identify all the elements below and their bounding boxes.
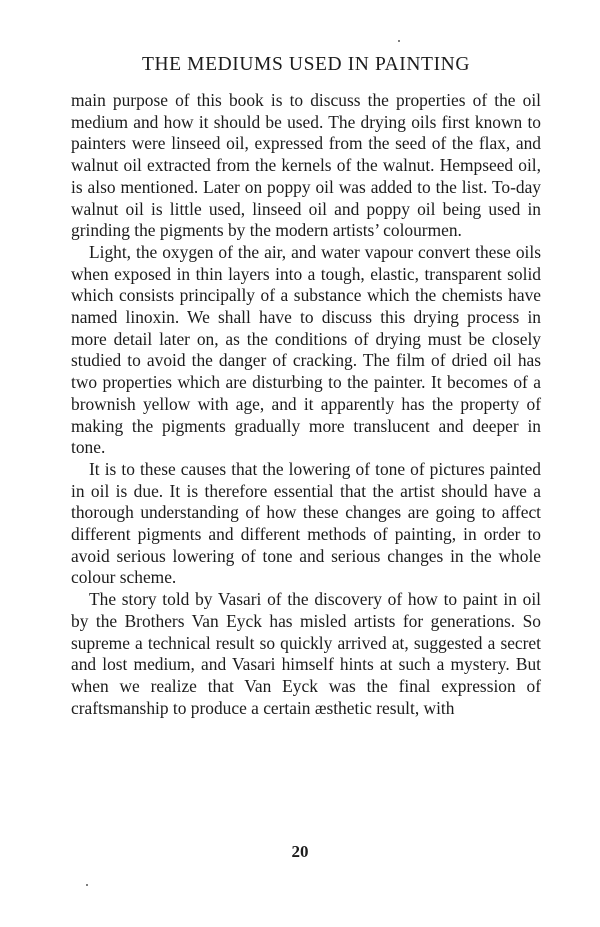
page-number: 20 — [291, 842, 309, 861]
paragraph-2: Light, the oxygen of the air, and water vapour convert these oils when exposed in thin layers into a tough, elastic, transparent solid which consists principally of a substance which the chemists have named linoxin. We shall have to discuss this drying process in more detail later on, as the conditions of drying must be closely studied to avoid the danger of cracking. The film of dried oil has two properties which are disturbing to the painter. It becomes of a brownish yellow with age, and it apparently has the property of making the pigments gradually more translucent and deeper in tone. — [71, 241, 541, 458]
running-head: THE MEDIUMS USED IN PAINTING — [141, 54, 471, 75]
book-page — [71, 50, 541, 719]
paragraph-3: It is to these causes that the lowering of tone of pictures painted in oil is due. It is therefore essential that the artist should have a thorough understanding of how these changes are going to affect different pigments and different methods of painting, in order to avoid serious lowering of tone and serious changes in the whole colour scheme. — [71, 458, 541, 588]
paragraph-4: The story told by Vasari of the discovery of how to paint in oil by the Brothers Van Eyck has misled artists for generations. So supreme a technical result so quickly arrived at, suggested a secret and lost medium, and Vasari himself hints at such a mystery. But when we realize that Van Eyck was the final expression of craftsmanship to produce a certain æsthetic result, with — [71, 589, 541, 718]
paragraph-1: main purpose of this book is to discuss the properties of the oil medium and how it should be used. The drying oils first known to painters were linseed oil, expressed from the seed of the flax, and walnut oil extracted from the kernels of the walnut. Hempseed oil, is also mentioned. Later on poppy oil was added to the list. To-day walnut oil is little used, linseed oil and poppy oil being used in grinding the pigments by the modern artists’ colourmen. — [71, 90, 541, 241]
ink-speck-top — [398, 40, 400, 42]
ink-speck-bottom — [86, 884, 88, 886]
